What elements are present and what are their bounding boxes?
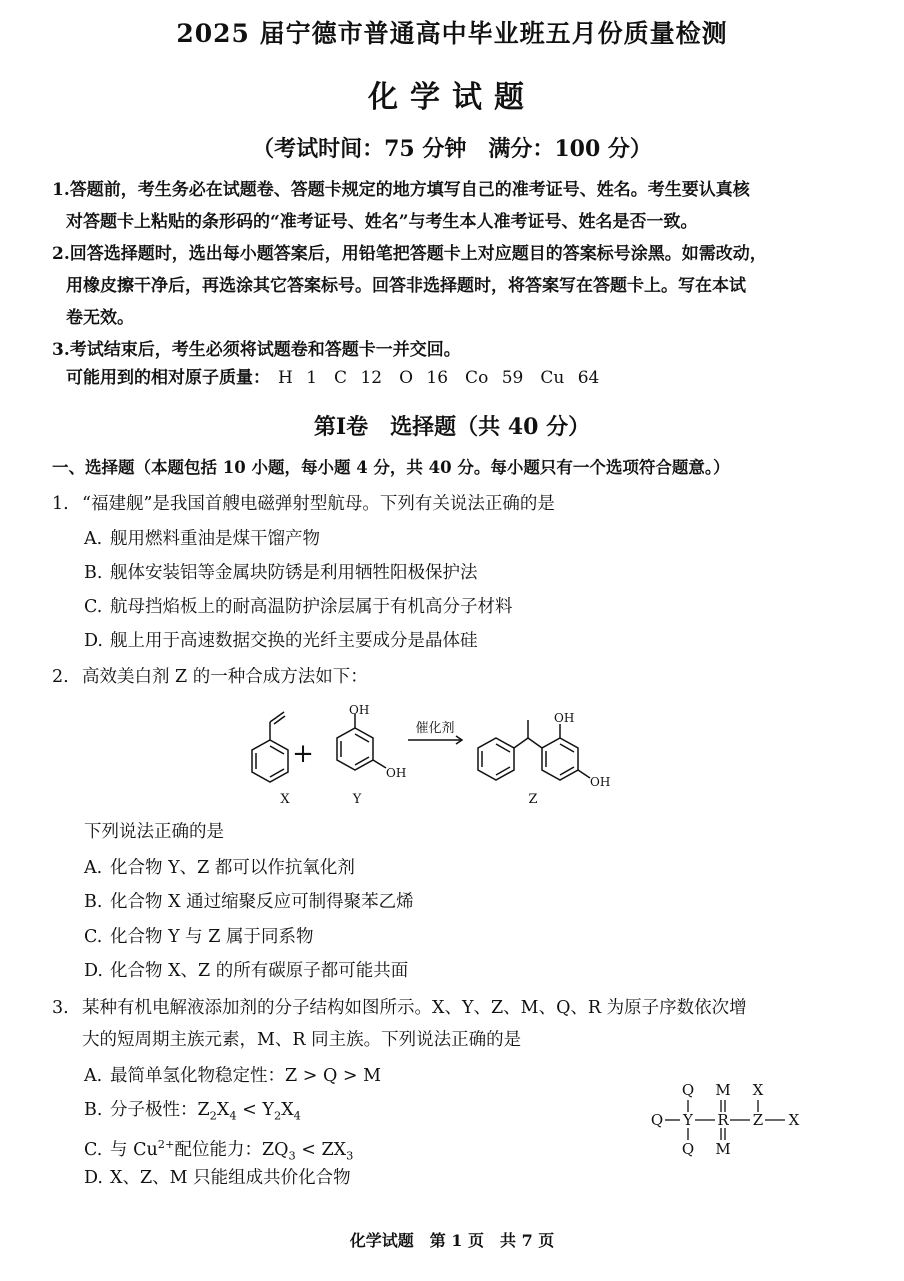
question-number: 1.	[52, 494, 69, 514]
notice-line: 用橡皮擦干净后，再选涂其它答案标号。回答非选择题时，将答案写在答题卡上。写在本试	[66, 276, 746, 296]
option-letter: C.	[84, 597, 103, 617]
q3-option-a	[84, 1064, 381, 1088]
atom-label: Q	[650, 1111, 664, 1129]
exam-title: 2025 届宁德市普通高中毕业班五月份质量检测	[176, 19, 728, 48]
option-letter: B.	[84, 892, 103, 912]
q1-option-c	[84, 595, 513, 619]
option-letter: C.	[84, 927, 103, 947]
atom-label: Q	[681, 1140, 695, 1158]
section-instruction: 一、选择题（本题包括 10 小题，每小题 4 分，共 40 分。每小题只有一个选项符合题意。）	[52, 458, 730, 477]
exam-meta: （考试时间：75 分钟 满分：100 分）	[252, 136, 652, 162]
question-1	[52, 492, 555, 516]
reagent-label: 催化剂	[415, 721, 455, 736]
atom-label: Y	[683, 1111, 693, 1129]
option-letter: D.	[84, 631, 103, 651]
molecular-structure	[650, 1080, 810, 1160]
question-stem: 高效美白剂 Z 的一种合成方法如下：	[82, 667, 368, 687]
subject-title: 化学试题	[368, 80, 536, 115]
atom-label: M	[715, 1140, 731, 1158]
synthesis-scheme	[240, 700, 640, 820]
atomic-mass-label: 可能用到的相对原子质量：	[66, 368, 270, 388]
option-text: 化合物 X、Z 的所有碳原子都可能共面	[110, 961, 409, 981]
svg-text:+: +	[292, 739, 314, 769]
option-text: X、Z、M 只能组成共价化合物	[110, 1168, 351, 1188]
atom-label: M	[715, 1081, 731, 1099]
atom-label: Q	[681, 1081, 695, 1099]
option-letter: A.	[84, 1066, 103, 1086]
q3-option-c	[84, 1132, 353, 1167]
label-x: X	[280, 792, 290, 807]
q1-option-d	[84, 629, 478, 653]
q2-sub-stem: 下列说法正确的是	[84, 822, 224, 842]
q2-option-a	[84, 856, 355, 880]
q2-option-c	[84, 925, 313, 949]
atom-label: R	[717, 1111, 729, 1129]
question-number: 3.	[52, 998, 69, 1018]
option-text: 化合物 Y、Z 都可以作抗氧化剂	[110, 858, 355, 878]
q1-option-b	[84, 561, 478, 585]
option-text: 舰体安装铝等金属块防锈是利用牺牲阳极保护法	[110, 563, 478, 583]
question-stem: “福建舰”是我国首艘电磁弹射型航母。下列有关说法正确的是	[82, 494, 555, 514]
q2-option-d	[84, 959, 408, 983]
q3-option-b	[84, 1098, 301, 1128]
oh-label: OH	[554, 711, 575, 725]
molecule-z	[478, 720, 590, 780]
option-letter: D.	[84, 961, 103, 981]
molecule-y	[337, 714, 386, 770]
option-text: 化合物 X 通过缩聚反应可制得聚苯乙烯	[110, 892, 414, 912]
notice-line: 对答题卡上粘贴的条形码的“准考证号、姓名”与考生本人准考证号、姓名是否一致。	[66, 212, 698, 232]
label-z: Z	[528, 792, 538, 807]
option-letter: D.	[84, 1168, 103, 1188]
notice-line: 1.答题前，考生务必在试题卷、答题卡规定的地方填写自己的准考证号、姓名。考生要认真核	[52, 180, 750, 200]
question-3-stem-cont: 大的短周期主族元素，M、R 同主族。下列说法正确的是	[82, 1030, 522, 1050]
oh-label: OH	[386, 766, 407, 780]
notice-line: 卷无效。	[66, 308, 134, 328]
option-letter: B.	[84, 1100, 103, 1120]
option-text: 最简单氢化物稳定性：Z > Q > M	[110, 1066, 382, 1086]
atomic-mass-values: H 1 C 12 O 16 Co 59 Cu 64	[278, 368, 600, 388]
notice-line: 2.回答选择题时，选出每小题答案后，用铅笔把答题卡上对应题目的答案标号涂黑。如需改动，	[52, 244, 767, 264]
option-text: 与 $Cu^{2+}$配位能力：$ZQ_3 < ZX_3$	[110, 1137, 354, 1163]
question-number: 2.	[52, 667, 69, 687]
option-text: 舰上用于高速数据交换的光纤主要成分是晶体硅	[110, 631, 478, 651]
atom-label: Z	[752, 1111, 764, 1129]
q1-option-a	[84, 527, 320, 551]
question-2	[52, 665, 368, 689]
section-title: 第Ⅰ卷 选择题（共 40 分）	[313, 414, 591, 440]
atomic-mass-line	[66, 366, 866, 390]
option-text: 航母挡焰板上的耐高温防护涂层属于有机高分子材料	[110, 597, 513, 617]
page-footer: 化学试题 第 1 页 共 7 页	[349, 1231, 555, 1250]
label-y: Y	[352, 792, 362, 807]
atom-label: X	[788, 1111, 800, 1129]
oh-label: OH	[590, 775, 611, 789]
oh-label: OH	[349, 703, 370, 717]
atom-label: X	[752, 1081, 764, 1099]
option-text: 分子极性：$Z_2X_4 < Y_2X_4$	[110, 1100, 301, 1123]
option-letter: A.	[84, 858, 103, 878]
q3-option-d	[84, 1166, 351, 1190]
notice-line: 3.考试结束后，考生必须将试题卷和答题卡一并交回。	[52, 340, 461, 360]
option-letter: A.	[84, 529, 103, 549]
option-text: 舰用燃料重油是煤干馏产物	[110, 529, 320, 549]
question-stem: 某种有机电解液添加剂的分子结构如图所示。X、Y、Z、M、Q、R 为原子序数依次增	[82, 998, 747, 1018]
question-3	[52, 996, 747, 1020]
option-letter: C.	[84, 1139, 103, 1160]
q2-option-b	[84, 890, 414, 914]
option-text: 化合物 Y 与 Z 属于同系物	[110, 927, 314, 947]
molecule-x	[252, 712, 288, 782]
option-letter: B.	[84, 563, 103, 583]
